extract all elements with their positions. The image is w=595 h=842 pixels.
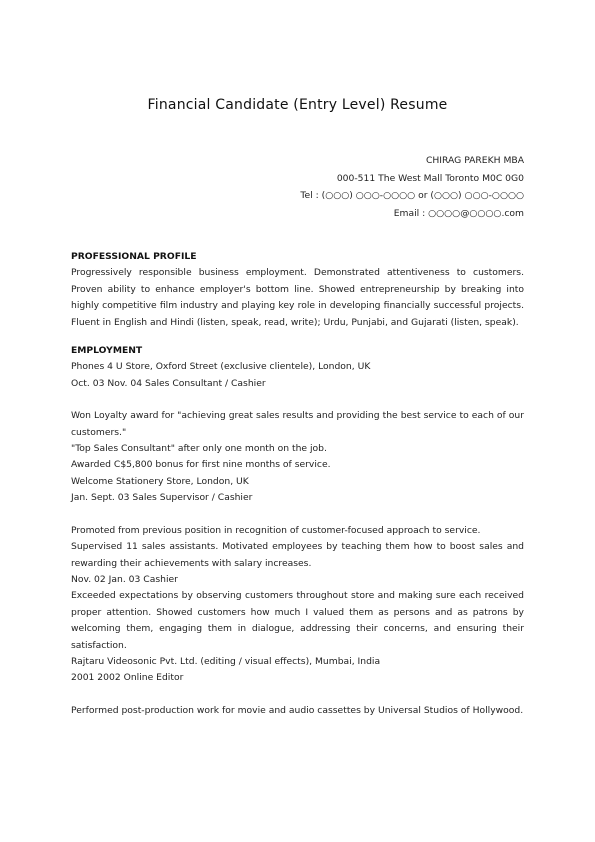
job4-employer: Rajtaru Videosonic Pvt. Ltd. (editing / visual effects), Mumbai, India [71,655,381,667]
candidate-name: CHIRAG PAREKH MBA [425,155,524,166]
job1-period: Oct. 03 Nov. 04 Sales Consultant / Cashier [71,377,266,389]
job4-period: 2001 2002 Online Editor [71,672,184,684]
contact-block [300,152,524,222]
job3-text: Exceeded expectations by observing customers throughout store and making sure each received proper attention. Showed customers how much I valued them as persons and as patrons by welcoming them, engaging them in dialogue, addressing their concerns, and ensuring their satisfaction. [71,590,524,651]
job4-text: Performed post-production work for movie and audio cassettes by Universal Studios of Hollywood. [71,704,524,716]
profile-heading: PROFESSIONAL PROFILE [71,251,197,262]
candidate-address: 000-511 The West Mall Toronto M0C 0G0 [336,172,524,184]
resume-title: Financial Candidate (Entry Level) Resume [147,97,448,113]
employment-heading: EMPLOYMENT [71,345,143,357]
job1-top-consultant: "Top Sales Consultant" after only one month on the job. [71,443,327,455]
job2-supervised: Supervised 11 sales assistants. Motivated employees by teaching them how to boost sales and rewarding their achievements with salary increases. [71,541,524,569]
job1-bonus: Awarded C$5,800 bonus for first nine months of service. [71,459,331,471]
job2-employer: Welcome Stationery Store, London, UK [71,475,249,487]
candidate-email: Email : ○○○○@○○○○.com [393,207,524,219]
job3-period: Nov. 02 Jan. 03 Cashier [71,573,178,585]
resume-body [71,249,524,719]
job1-employer: Phones 4 U Store, Oxford Street (exclusive clientele), London, UK [71,361,371,373]
profile-text: Progressively responsible business employment. Demonstrated attentiveness to customers. Proven ability to enhance employer's bottom line. Showed entrepreneurship by breaking into highly competitive film industry and playing key role in developing financially successful projects. Fluent in English and Hindi (listen, speak, read, write); Urdu, Punjabi, and Gujarati (listen, speak). [71,267,524,328]
job1-award: Won Loyalty award for "achieving great sales results and providing the best service to each of our customers." [71,410,524,438]
job2-promoted: Promoted from previous position in recognition of customer-focused approach to service. [71,524,481,536]
candidate-phone: Tel : (○○○) ○○○-○○○○ or (○○○) ○○○-○○○○ [300,190,524,201]
job2-period: Jan. Sept. 03 Sales Supervisor / Cashier [71,492,253,504]
